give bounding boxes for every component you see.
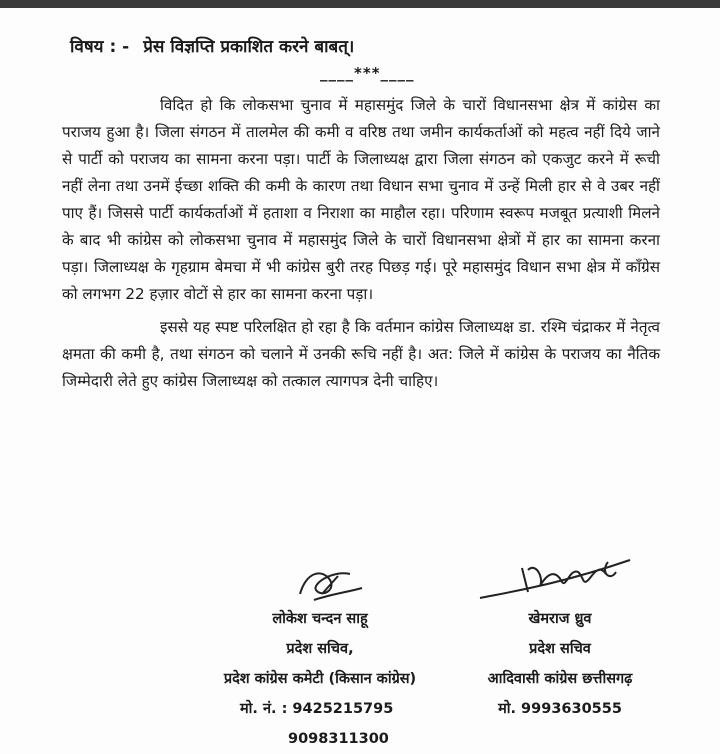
signatory-right-post: प्रदेश सचिव: [529, 641, 591, 657]
signatory-left-org: प्रदेश कांग्रेस कमेटी (किसान कांग्रेस): [223, 671, 417, 687]
signature-right-icon: [470, 548, 640, 608]
signatory-left-phone: मो. नं. : 9425215795: [240, 701, 394, 717]
signatory-right-name: खेमराज ध्रुव: [528, 611, 592, 627]
subject-label: विषय : -: [70, 37, 130, 57]
signature-left-icon: [292, 564, 372, 604]
signatory-left-name: लोकेश चन्दन साहू: [272, 611, 368, 627]
paragraph-2-text: इससे यह स्पष्ट परिलक्षित हो रहा है कि वर्तमान कांग्रेस जिलाध्यक्ष डा. रश्मि चंद्राकर में नेतृत्व क्षमता की कमी है, तथा संगठन को चलाने में उनकी रूचि नहीं है। अत: जिले में कांग्रेस के पराजय का नैतिक जिम्मेदारी लेते हुए कांग्रेस जिलाध्यक्ष को तत्काल त्यागपत्र देनी चाहिए।: [62, 318, 660, 390]
signatory-right-phone: मो. 9993630555: [498, 701, 622, 717]
signatory-right: [455, 604, 665, 724]
divider: ____***____: [320, 64, 415, 82]
paragraph-1: [62, 92, 660, 308]
subject-text: प्रेस विज्ञप्ति प्रकाशित करने बाबत्।: [143, 37, 355, 57]
signatory-left-phone-2: 9098311300: [288, 731, 389, 747]
subject-line: [70, 34, 354, 57]
signatory-right-org: आदिवासी कांग्रेस छत्तीसगढ़: [487, 671, 633, 687]
paragraph-2: [62, 314, 660, 395]
letter-body: [62, 92, 660, 401]
top-edge-bar: [0, 0, 720, 8]
paragraph-1-text: विदित हो कि लोकसभा चुनाव में महासमुंद जिले के चारों विधानसभा क्षेत्र में कांग्रेस का पराजय हुआ है। जिला संगठन में तालमेल की कमी व वरिष्ठ तथा जमीन कार्यकर्ताओं को महत्व नहीं दिये जाने से पार्टी को पराजय का सामना करना पड़ा। पार्टी के जिलाध्यक्ष द्वारा जिला संगठन को एकजुट करने में रूची नहीं लेना तथा उनमें ईच्छा शक्ति की कमी के कारण तथा विधान सभा चुनाव में उन्हें मिली हार से वे उबर नहीं पाए हैं। जिससे पार्टी कार्यकर्ताओं में हताशा व निराशा का माहाैल रहा। परिणाम स्वरूप मजबूत प्रत्याशी मिलने के बाद भी कांग्रेस को लोकसभा चुनाव में महासमुंद जिले के चारों विधानसभा क्षेत्रों में हार का सामना करना पड़ा। जिलाध्यक्ष के गृहग्राम बेमचा में भी कांग्रेस बुरी तरह पिछड़ गई। पूरे महासमुंद विधान सभा क्षेत्र में काँग्रेस को लगभग 22 हज़ार वोटों से हार का सामना करना पड़ा।: [62, 96, 660, 303]
signatory-left: [200, 604, 440, 754]
signatory-left-post: प्रदेश सचिव,: [286, 641, 354, 657]
